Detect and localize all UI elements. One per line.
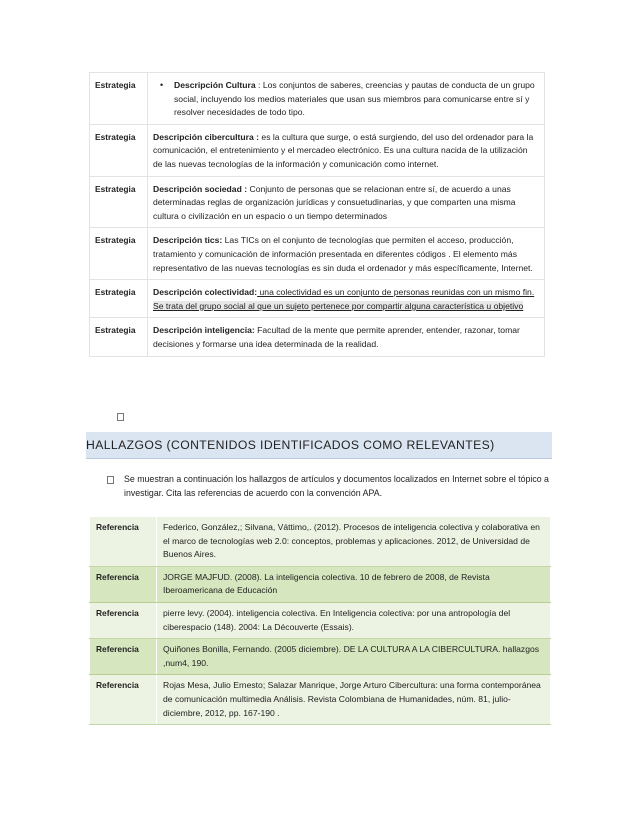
section-intro: Se muestran a continuación los hallazgos de artículos y documentos localizados en Internet sobre el tópico a investigar. Cita las referencias de acuerdo con la convención APA. — [124, 474, 549, 498]
definition-term: Descripción tics: — [153, 235, 223, 246]
checkbox-icon — [117, 413, 124, 421]
row-label: Referencia — [90, 602, 157, 638]
row-content — [148, 228, 545, 280]
table-row — [90, 124, 545, 176]
row-label: Referencia — [90, 675, 157, 725]
reference-text: Federico, González,; Silvana, Váttimo,. (2012). Procesos de inteligencia colectiva y colaborativa en el marco de tecnologías web 2.0: conceptos, problemas y aplicaciones. 2012, de Universidad de Buenos Aires. — [157, 517, 551, 567]
row-content — [148, 318, 545, 356]
row-label: Referencia — [90, 639, 157, 675]
table-row — [90, 566, 551, 602]
row-content — [148, 73, 545, 125]
checkbox-icon — [107, 476, 114, 484]
reference-text: Rojas Mesa, Julio Ernesto; Salazar Manrique, Jorge Arturo Cibercultura: una forma contemporánea de comunicación multimedia Análisis. Revista Colombiana de Humanidades, núm. 81, julio-diciembre, 2012, pp. 167-190 . — [157, 675, 551, 725]
definition-term: Descripción inteligencia: — [153, 325, 255, 336]
definition-text: Las TICs on el conjunto de tecnologías que permiten el acceso, producción, tratamiento y comunicación de información presentada en diferentes códigos . El elemento más representativo de las nuevas tecnologías es sin duda el ordenador y más específicamente, Internet. — [153, 235, 533, 273]
section-heading: HALLAZGOS (CONTENIDOS IDENTIFICADOS COMO RELEVANTES) — [86, 432, 552, 459]
row-label: Estrategia — [90, 280, 148, 318]
definition-text-highlighted: Se trata del grupo social al que un sujeto pertenece por compartir alguna característica u objetivo — [153, 300, 524, 311]
row-content — [148, 280, 545, 318]
row-label: Estrategia — [90, 124, 148, 176]
row-label: Estrategia — [90, 73, 148, 125]
row-label: Estrategia — [90, 228, 148, 280]
strategy-table — [89, 72, 545, 357]
table-row — [90, 675, 551, 725]
definition-text: : Los conjuntos de saberes, creencias y pautas de conducta de un grupo social, incluyendo los medios materiales que usan sus miembros para comunicarse entre sí y resolver necesidades de todo tipo. — [174, 80, 535, 118]
table-row — [90, 280, 545, 318]
reference-text: pierre levy. (2004). inteligencia colectiva. En Inteligencia colectiva: por una antropología del ciberespacio (148). 2004: La Découverte (Essais). — [157, 602, 551, 638]
row-content — [148, 124, 545, 176]
reference-text: Quiñones Bonilla, Fernando. (2005 diciembre). DE LA CULTURA A LA CIBERCULTURA. hallazgos ,num4, 190. — [157, 639, 551, 675]
table-row — [90, 228, 545, 280]
definition-term: Descripción colectividad: — [153, 287, 258, 298]
definition-text: es la cultura que surge, o está surgiendo, del uso del ordenador para la comunicación, el entretenimiento y el mercadeo electrónico. Es una cultura nacida de la utilización de las nuevas tecnologías de la información y comunicación como internet. — [153, 131, 534, 169]
reference-text: JORGE MAJFUD. (2008). La inteligencia colectiva. 10 de febrero de 2008, de Revista Iberoamericana de Educación — [157, 566, 551, 602]
definition-term: Descripción sociedad : — [153, 183, 248, 194]
references-table — [89, 516, 551, 725]
table-row — [90, 176, 545, 228]
table-row — [90, 602, 551, 638]
row-label: Referencia — [90, 566, 157, 602]
row-label: Estrategia — [90, 176, 148, 228]
row-label: Referencia — [90, 517, 157, 567]
definition-text: Facultad de la mente que permite aprender, entender, razonar, tomar decisiones y formarse una idea determinada de la realidad. — [153, 325, 520, 349]
row-content — [148, 176, 545, 228]
definition-text: Conjunto de personas que se relacionan entre sí, de acuerdo a unas determinadas reglas de organización jurídicas y consuetudinarias, y que comparten una misma cultura o civilización en un espacio o un tiempo determinados — [153, 183, 516, 221]
definition-term: Descripción Cultura — [174, 80, 256, 90]
table-row — [90, 639, 551, 675]
definition-text-underlined: una colectividad es un conjunto de personas reunidas con un mismo fin. — [257, 287, 535, 298]
row-label: Estrategia — [90, 318, 148, 356]
table-row — [90, 517, 551, 567]
table-row — [90, 73, 545, 125]
definition-term: Descripción cibercultura : — [153, 131, 260, 142]
bullet-icon: • — [160, 80, 164, 90]
table-row — [90, 318, 545, 356]
